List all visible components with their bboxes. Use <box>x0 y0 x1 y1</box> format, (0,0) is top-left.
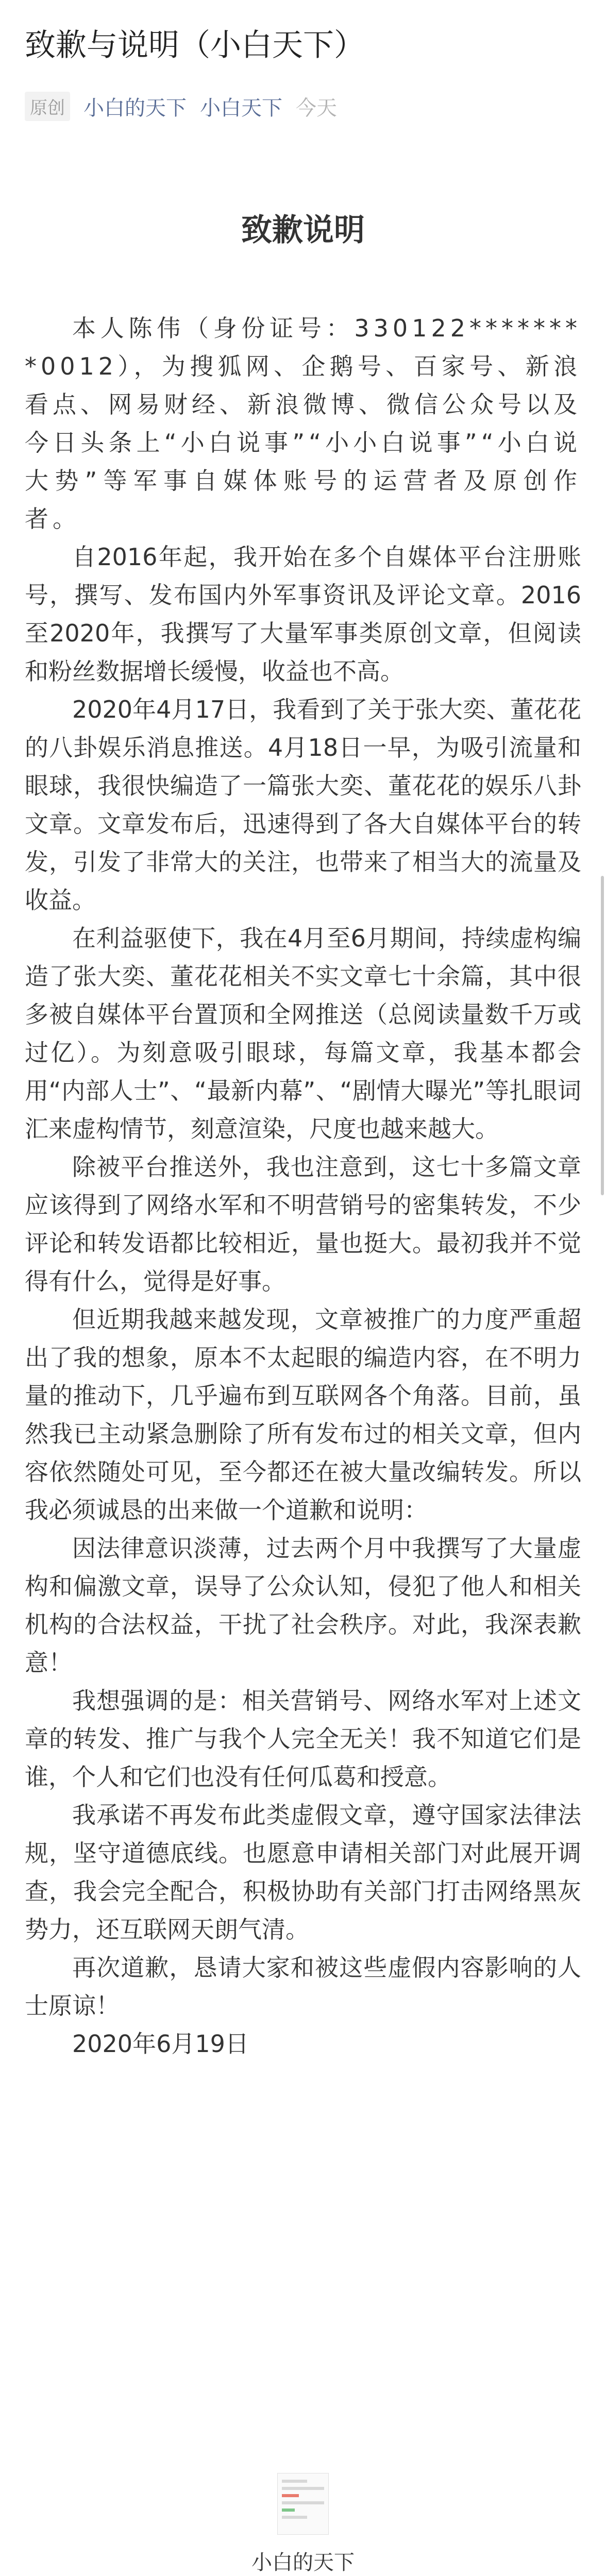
paragraph: 但近期我越来越发现，文章被推广的力度严重超出了我的想象，原本不太起眼的编造内容，在不明力量的推动下，几乎遍布到互联网各个角落。目前，虽然我已主动紧急删除了所有发布过的相关文章，但内容依然随处可见，至今都还在被大量改编转发。所以我必须诚恳的出来做一个道歉和说明： <box>25 1306 581 1524</box>
article-body <box>25 309 581 2063</box>
content-heading: 致歉说明 <box>241 212 365 248</box>
publish-date: 今天 <box>296 96 337 120</box>
author-link[interactable]: 小白的天下 <box>83 96 187 120</box>
author-footer <box>0 2473 606 2576</box>
account-name-link[interactable]: 小白天下 <box>200 96 282 120</box>
paragraph: 在利益驱使下，我在4月至6月期间，持续虚构编造了张大奕、董花花相关不实文章七十余篇，其中很多被自媒体平台置顶和全网推送（总阅读量数千万或过亿）。为刻意吸引眼球，每篇文章，我基本都会用“内部人士”、“最新内幕”、“剧情大曝光”等扎眼词汇来虚构情节，刻意渲染，尺度也越来越大。 <box>25 924 581 1143</box>
footer-author-name[interactable]: 小白的天下 <box>251 2551 355 2574</box>
paragraph: 我想强调的是：相关营销号、网络水军对上述文章的转发、推广与我个人完全无关！我不知道它们是谁，个人和它们也没有任何瓜葛和授意。 <box>25 1687 581 1791</box>
paragraph: 自2016年起，我开始在多个自媒体平台注册账号，撰写、发布国内外军事资讯及评论文章。2016至2020年，我撰写了大量军事类原创文章，但阅读和粉丝数据增长缓慢，收益也不高。 <box>25 543 581 685</box>
signoff-date: 2020年6月19日 <box>72 2030 249 2058</box>
paragraph: 除被平台推送外，我也注意到，这七十多篇文章应该得到了网络水军和不明营销号的密集转发，不少评论和转发语都比较相近，量也挺大。最初我并不觉得有什么，觉得是好事。 <box>25 1153 581 1295</box>
paragraph: 我承诺不再发布此类虚假文章，遵守国家法律法规，坚守道德底线。也愿意申请相关部门对此展开调查，我会完全配合，积极协助有关部门打击网络黑灰势力，还互联网天朗气清。 <box>25 1801 581 1943</box>
paragraph: 本人陈伟（身份证号：330122********0012），为搜狐网、企鹅号、百家号、新浪看点、网易财经、新浪微博、微信公众号以及今日头条上“小白说事”“小小白说事”“小白说大势”等军事自媒体账号的运营者及原创作者。 <box>25 314 581 533</box>
article-title: 致歉与说明（小白天下） <box>25 27 365 63</box>
paragraph: 2020年4月17日，我看到了关于张大奕、董花花的八卦娱乐消息推送。4月18日一早，为吸引流量和眼球，我很快编造了一篇张大奕、董花花的娱乐八卦文章。文章发布后，迅速得到了各大自媒体平台的转发，引发了非常大的关注，也带来了相当大的流量及收益。 <box>25 696 581 914</box>
article-meta <box>25 92 337 121</box>
author-avatar[interactable] <box>277 2473 329 2535</box>
paragraph: 因法律意识淡薄，过去两个月中我撰写了大量虚构和偏激文章，误导了公众认知，侵犯了他人和相关机构的合法权益，干扰了社会秩序。对此，我深表歉意！ <box>25 1534 581 1676</box>
scrollbar[interactable] <box>601 876 604 1195</box>
paragraph: 再次道歉，恳请大家和被这些虚假内容影响的人士原谅！ <box>25 1954 581 2020</box>
original-badge: 原创 <box>25 92 70 121</box>
